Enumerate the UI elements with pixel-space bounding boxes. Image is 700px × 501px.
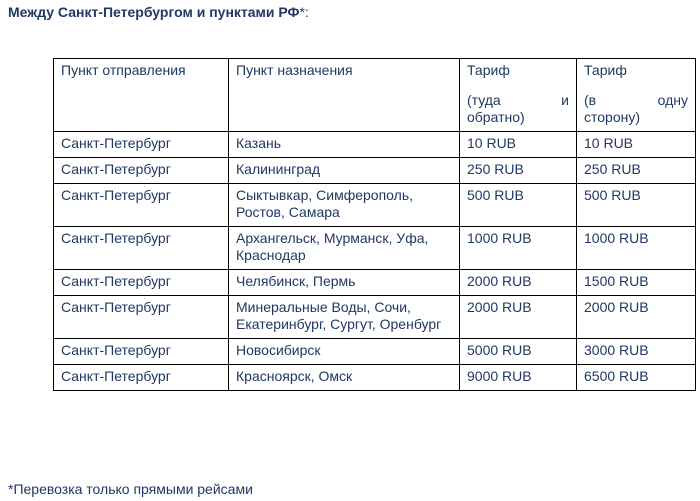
cell-tariff-one-way: 1500 RUB	[577, 270, 696, 296]
cell-tariff-one-way: 2000 RUB	[577, 296, 696, 339]
cell-tariff-round-trip: 10 RUB	[460, 132, 577, 158]
cell-origin: Санкт-Петербург	[54, 227, 229, 270]
cell-tariff-round-trip: 5000 RUB	[460, 339, 577, 365]
heading-title: Между Санкт-Петербургом и пунктами РФ	[8, 4, 300, 20]
cell-tariff-one-way: 3000 RUB	[577, 339, 696, 365]
cell-origin: Санкт-Петербург	[54, 184, 229, 227]
cell-origin: Санкт-Петербург	[54, 270, 229, 296]
header-tariff-one-way	[577, 59, 696, 132]
page-heading	[8, 4, 309, 20]
cell-destination: Калининград	[229, 158, 460, 184]
cell-tariff-round-trip: 250 RUB	[460, 158, 577, 184]
cell-destination: Казань	[229, 132, 460, 158]
cell-origin: Санкт-Петербург	[54, 132, 229, 158]
header-tariff-round-trip	[460, 59, 577, 132]
table-row	[54, 339, 696, 365]
cell-origin: Санкт-Петербург	[54, 158, 229, 184]
footnote: *Перевозка только прямыми рейсами	[8, 481, 253, 497]
header-destination: Пункт назначения	[229, 59, 460, 132]
cell-destination: Челябинск, Пермь	[229, 270, 460, 296]
header-tariff-round-trip-title: Тариф	[467, 62, 510, 78]
cell-tariff-round-trip: 500 RUB	[460, 184, 577, 227]
table-header-row	[54, 59, 696, 132]
cell-destination: Минеральные Воды, Сочи, Екатеринбург, Сургут, Оренбург	[229, 296, 460, 339]
header-tariff-one-way-title: Тариф	[584, 62, 627, 78]
cell-destination: Архангельск, Мурманск, Уфа, Краснодар	[229, 227, 460, 270]
table-row	[54, 227, 696, 270]
heading-suffix: *:	[299, 4, 309, 20]
cell-tariff-one-way: 6500 RUB	[577, 365, 696, 391]
header-origin: Пункт отправления	[54, 59, 229, 132]
table-row	[54, 184, 696, 227]
table-row	[54, 158, 696, 184]
cell-tariff-round-trip: 2000 RUB	[460, 270, 577, 296]
cell-destination: Новосибирск	[229, 339, 460, 365]
cell-tariff-round-trip: 9000 RUB	[460, 365, 577, 391]
cell-tariff-round-trip: 1000 RUB	[460, 227, 577, 270]
cell-tariff-one-way: 500 RUB	[577, 184, 696, 227]
tariff-table	[53, 58, 696, 391]
cell-origin: Санкт-Петербург	[54, 339, 229, 365]
cell-destination: Красноярск, Омск	[229, 365, 460, 391]
header-tariff-round-trip-sub: (туда и обратно)	[467, 92, 569, 125]
table-row	[54, 132, 696, 158]
cell-tariff-one-way: 1000 RUB	[577, 227, 696, 270]
table-row	[54, 270, 696, 296]
cell-tariff-round-trip: 2000 RUB	[460, 296, 577, 339]
cell-origin: Санкт-Петербург	[54, 296, 229, 339]
cell-origin: Санкт-Петербург	[54, 365, 229, 391]
cell-tariff-one-way: 250 RUB	[577, 158, 696, 184]
cell-destination: Сыктывкар, Симферополь, Ростов, Самара	[229, 184, 460, 227]
cell-tariff-one-way: 10 RUB	[577, 132, 696, 158]
header-tariff-one-way-sub: (в одну сторону)	[584, 92, 688, 125]
table-row	[54, 296, 696, 339]
table-row	[54, 365, 696, 391]
